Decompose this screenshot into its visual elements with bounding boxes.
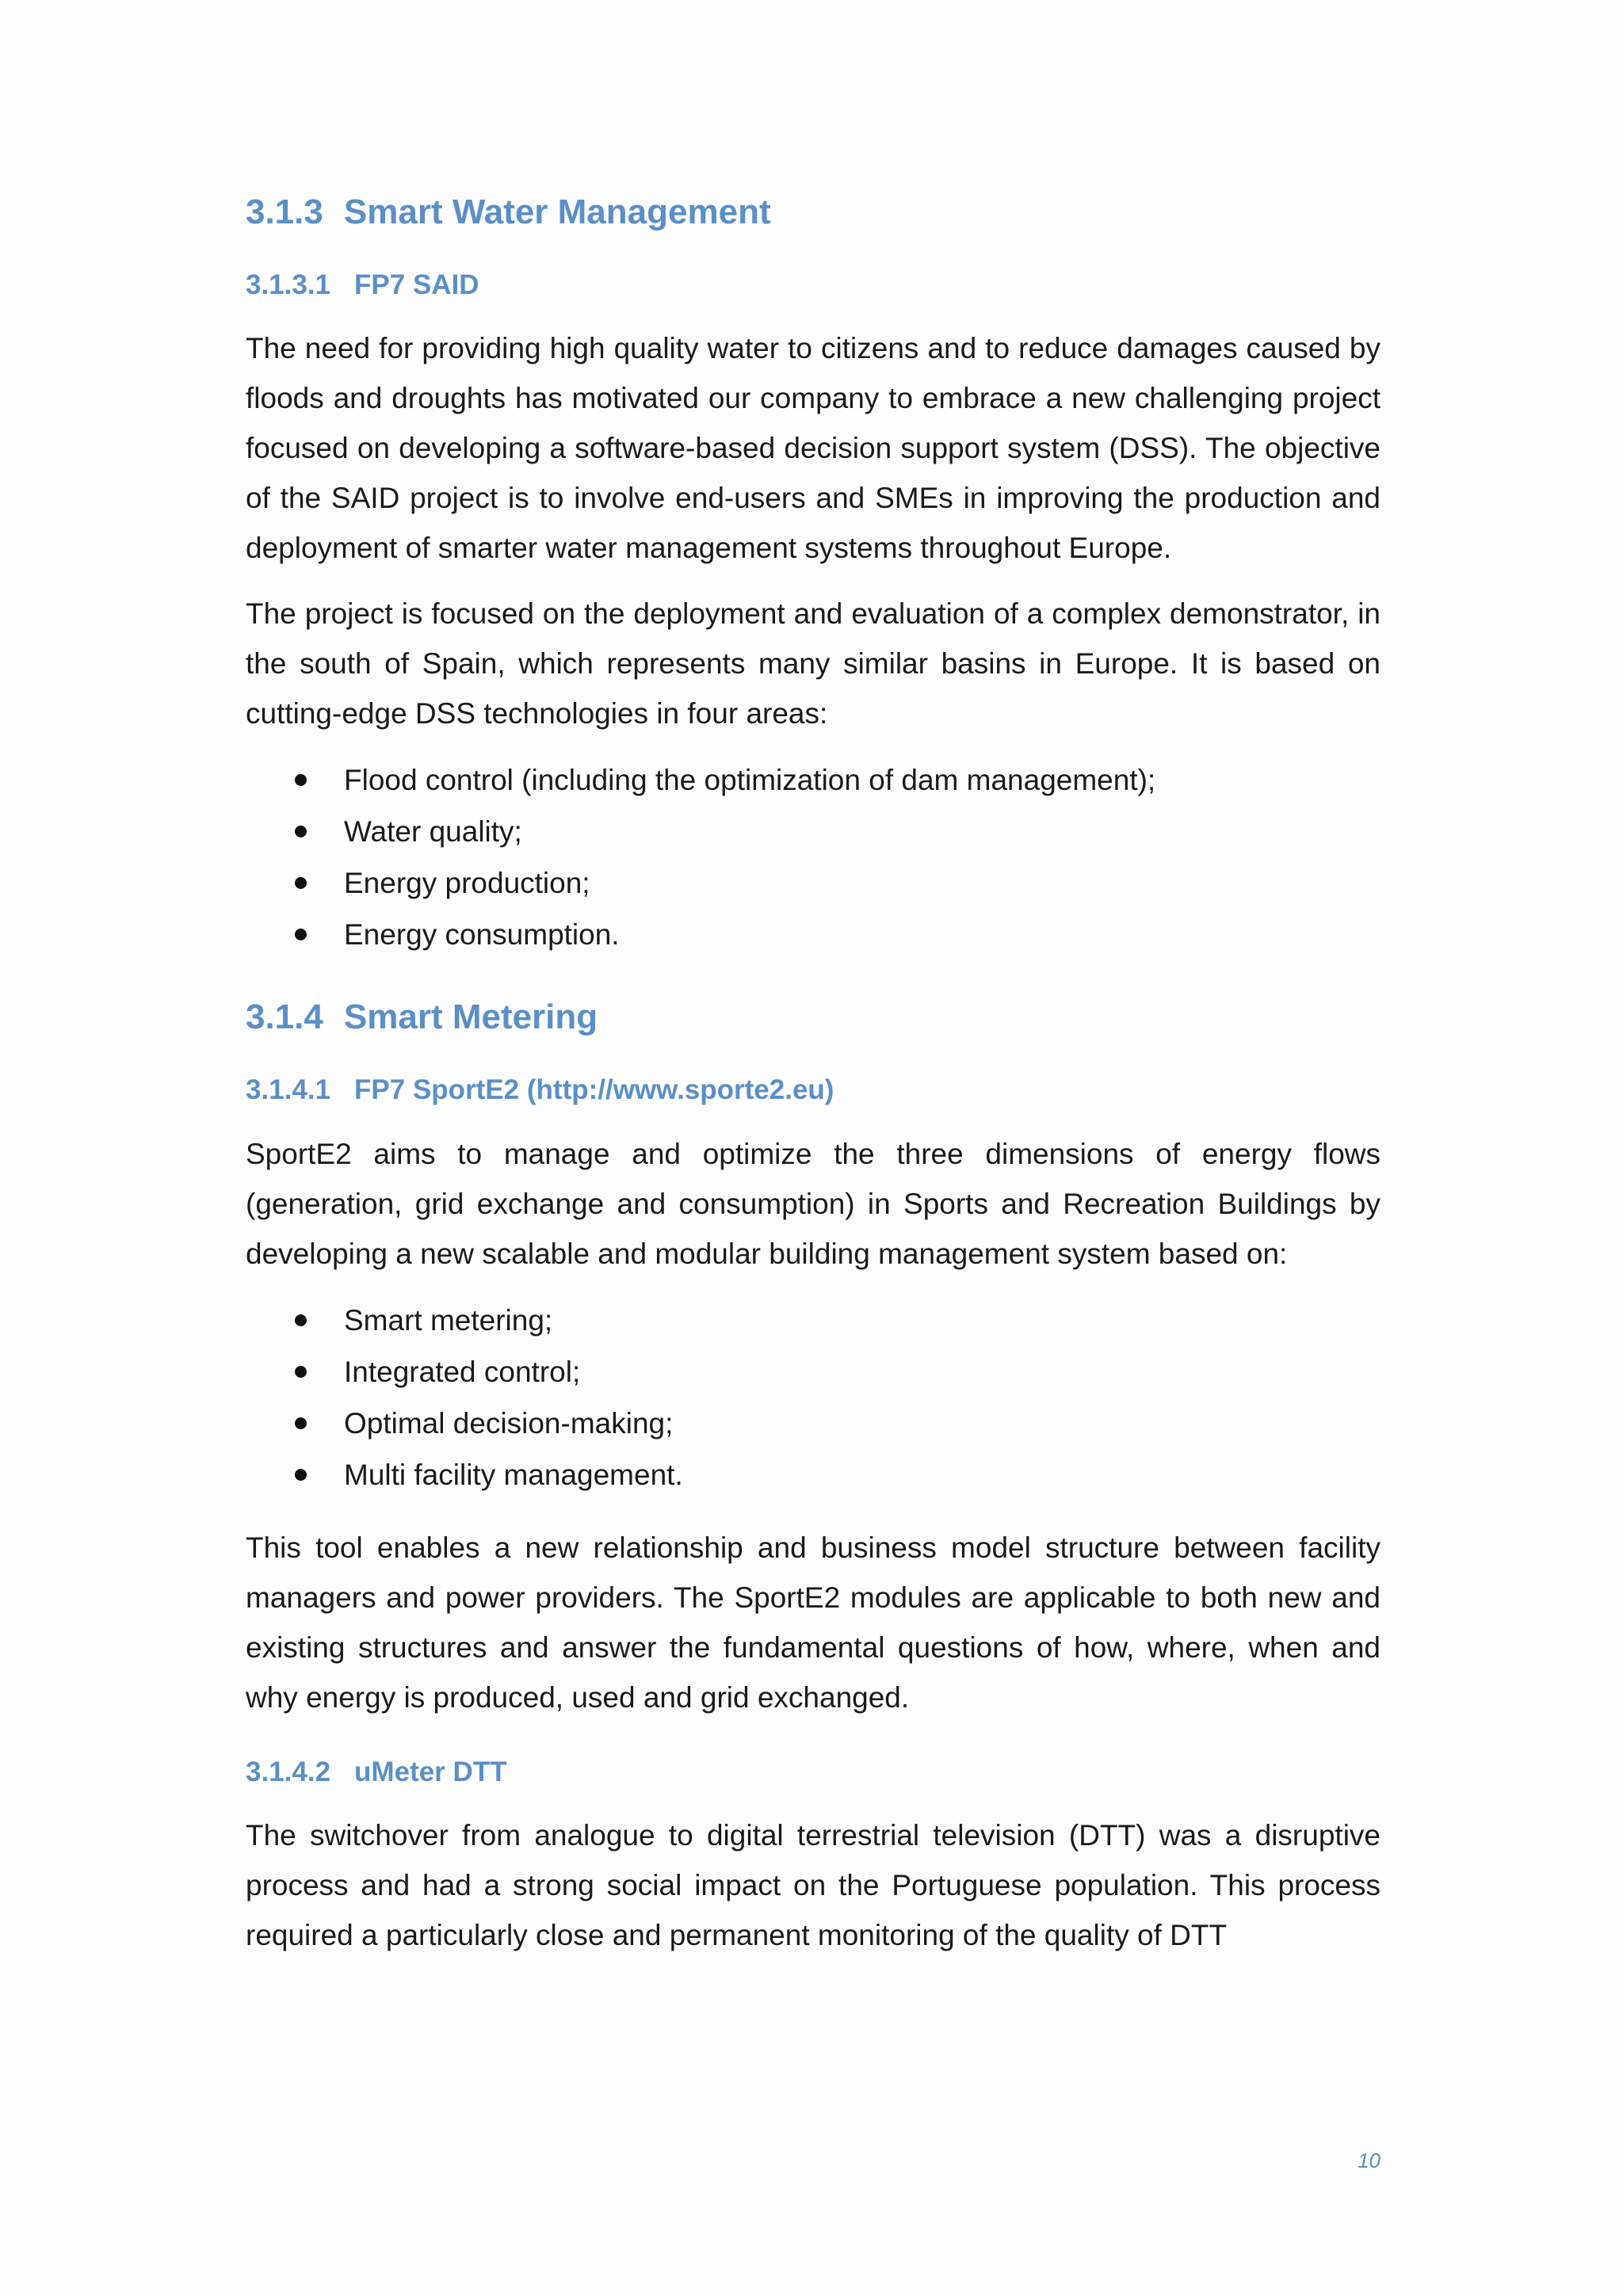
paragraph-said-demonstrator: The project is focused on the deployment and evaluation of a complex demonstrator, in the south of Spain, which represents many similar basins in Europe. It is based on cutting-edge DSS technologies in four areas: — [246, 597, 1381, 730]
section-number: 3.1.4 — [246, 997, 323, 1037]
bullet-icon — [295, 774, 307, 786]
bullet-icon — [295, 877, 307, 889]
list-item: Integrated control; — [246, 1346, 1381, 1398]
bullet-icon — [295, 929, 307, 940]
bullet-list-sporte2-features — [246, 1295, 1381, 1501]
section-heading-smart-water-management — [246, 192, 1381, 234]
paragraph-sporte2-tool: This tool enables a new relationship and business model structure between facility managers and power providers. The SportE2 modules are applicable to both new and existing structures and answer the fundamental questions of how, where, when and why energy is produced, used and grid exchanged. — [246, 1531, 1381, 1714]
paragraph-umeter-intro: The switchover from analogue to digital terrestrial television (DTT) was a disruptive process and had a strong social impact on the Portuguese population. This process required a particularly close and permanent monitoring of the quality of DTT — [246, 1819, 1381, 1952]
subsection-number: 3.1.3.1 — [246, 269, 331, 300]
paragraph-said-intro: The need for providing high quality water to citizens and to reduce damages caused by floods and droughts has motivated our company to embrace a new challenging project focused on developing a software-based decision support system (DSS). The objective of the SAID project is to involve end-users and SMEs in improving the production and deployment of smarter water management systems throughout Europe. — [246, 332, 1381, 565]
bullet-icon — [295, 1417, 307, 1429]
list-item: Energy production; — [246, 857, 1381, 909]
bullet-icon — [295, 1314, 307, 1326]
section-title: Smart Water Management — [343, 193, 771, 231]
subsection-heading-umeter-dtt — [246, 1754, 1381, 1791]
subsection-heading-fp7-sporte2 — [246, 1072, 1381, 1108]
list-item: Optimal decision-making; — [246, 1398, 1381, 1449]
subsection-number: 3.1.4.2 — [246, 1756, 331, 1787]
section-number: 3.1.3 — [246, 193, 323, 231]
paragraph-sporte2-intro: SportE2 aims to manage and optimize the three dimensions of energy flows (generation, grid exchange and consumption) in Sports and Recreation Buildings by developing a new scalable and modular building management system based on: — [246, 1137, 1381, 1270]
page-content — [246, 192, 1381, 1976]
bullet-icon — [295, 1366, 307, 1378]
section-title: Smart Metering — [343, 997, 598, 1037]
subsection-heading-fp7-said — [246, 267, 1381, 303]
list-item: Flood control (including the optimization of dam management); — [246, 754, 1381, 806]
subsection-title: uMeter DTT — [354, 1756, 507, 1787]
list-item: Energy consumption. — [246, 909, 1381, 960]
list-item: Water quality; — [246, 806, 1381, 857]
list-item: Smart metering; — [246, 1295, 1381, 1346]
page-number: 10 — [1358, 2149, 1381, 2172]
subsection-title: FP7 SAID — [354, 269, 479, 300]
bullet-icon — [295, 826, 307, 837]
section-heading-smart-metering — [246, 997, 1381, 1039]
list-item: Multi facility management. — [246, 1449, 1381, 1501]
bullet-icon — [295, 1469, 307, 1481]
subsection-number: 3.1.4.1 — [246, 1074, 331, 1106]
bullet-list-said-areas — [246, 754, 1381, 960]
subsection-title: FP7 SportE2 (http://www.sporte2.eu) — [354, 1074, 834, 1106]
